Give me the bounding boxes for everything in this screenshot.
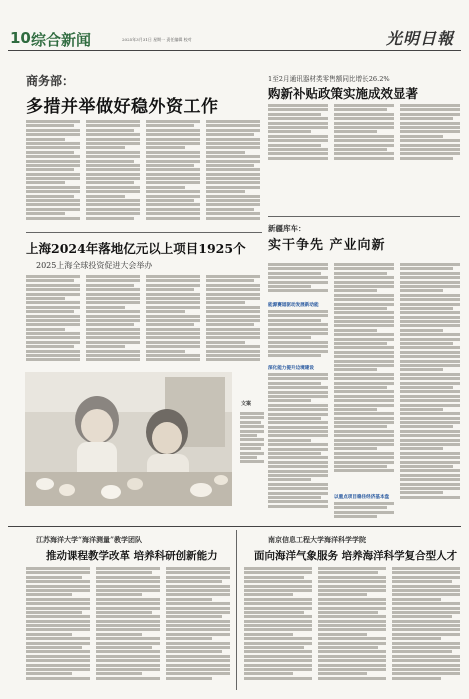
ocean-univ-kicker: 江苏海洋大学“海洋测量”教学团队 <box>36 535 143 544</box>
shanghai-subhead: 2025上海全球投资促进大会举办 <box>36 261 153 270</box>
commerce-headline: 多措并举做好稳外资工作 <box>26 97 219 117</box>
commerce-body-col-4 <box>206 120 260 227</box>
ocean-univ-headline: 推动课程教学改革 培养科研创新能力 <box>46 550 218 562</box>
subsidy-kicker: 1至2月通讯器材类零售额同比增长26.2% <box>268 75 390 83</box>
commerce-kicker: 商务部： <box>26 74 75 88</box>
ocean-univ-body-col-2 <box>96 567 160 689</box>
nuist-body-col-1 <box>244 567 312 689</box>
photo-caption-label: 文案 <box>241 401 252 407</box>
xinjiang-body-col-2b <box>334 502 394 522</box>
xinjiang-section-head-2: 深化能力提升边境建设 <box>268 366 314 371</box>
ocean-univ-body-col-3 <box>166 567 230 689</box>
shanghai-body-col-4 <box>206 275 260 367</box>
masthead <box>0 0 469 58</box>
column-divider <box>236 530 237 690</box>
nuist-body-col-2 <box>318 567 386 689</box>
shanghai-headline: 上海2024年落地亿元以上项目1925个 <box>26 241 246 256</box>
xinjiang-body-col-1 <box>268 263 328 299</box>
masthead-rule <box>8 50 461 51</box>
xinjiang-kicker: 新疆库车： <box>268 224 306 233</box>
xinjiang-body-col-2 <box>334 263 394 491</box>
date-line: 2025年3月31日 星期一 责任编辑 校对 <box>122 37 192 42</box>
children-photo <box>25 372 232 506</box>
xinjiang-section-head-1: 能源赛道驱动发展新动能 <box>268 303 319 308</box>
xinjiang-section-head-3: 以重点项目稳住经济基本盘 <box>334 495 390 500</box>
newspaper-logo: 光明日報 <box>386 29 455 48</box>
divider <box>8 526 461 527</box>
nuist-headline: 面向海洋气象服务 培养海洋科学复合型人才 <box>254 550 458 562</box>
shanghai-body-col-2 <box>86 275 140 367</box>
shanghai-body-col-1 <box>26 275 80 367</box>
subsidy-headline: 购新补贴政策实施成效显著 <box>268 86 419 101</box>
section-title: 综合新闻 <box>31 31 92 49</box>
subsidy-body-col-3 <box>400 104 460 164</box>
nuist-body-col-3 <box>392 567 460 689</box>
subsidy-body-col-2 <box>334 104 394 164</box>
nuist-kicker: 南京信息工程大学海洋科学学院 <box>268 535 366 544</box>
ocean-univ-body-col-1 <box>26 567 90 689</box>
page-number: 10 <box>10 29 31 47</box>
photo-caption <box>240 412 264 474</box>
xinjiang-body-col-3 <box>400 263 460 521</box>
xinjiang-body-col-1b <box>268 310 328 362</box>
commerce-body-col-1 <box>26 120 80 227</box>
commerce-body-col-3 <box>146 120 200 227</box>
subsidy-body-col-1 <box>268 104 328 164</box>
divider <box>26 232 262 233</box>
commerce-body-col-2 <box>86 120 140 227</box>
xinjiang-headline: 实干争先 产业向新 <box>268 238 386 253</box>
divider <box>268 216 460 217</box>
xinjiang-body-col-1c <box>268 373 328 518</box>
shanghai-body-col-3 <box>146 275 200 367</box>
